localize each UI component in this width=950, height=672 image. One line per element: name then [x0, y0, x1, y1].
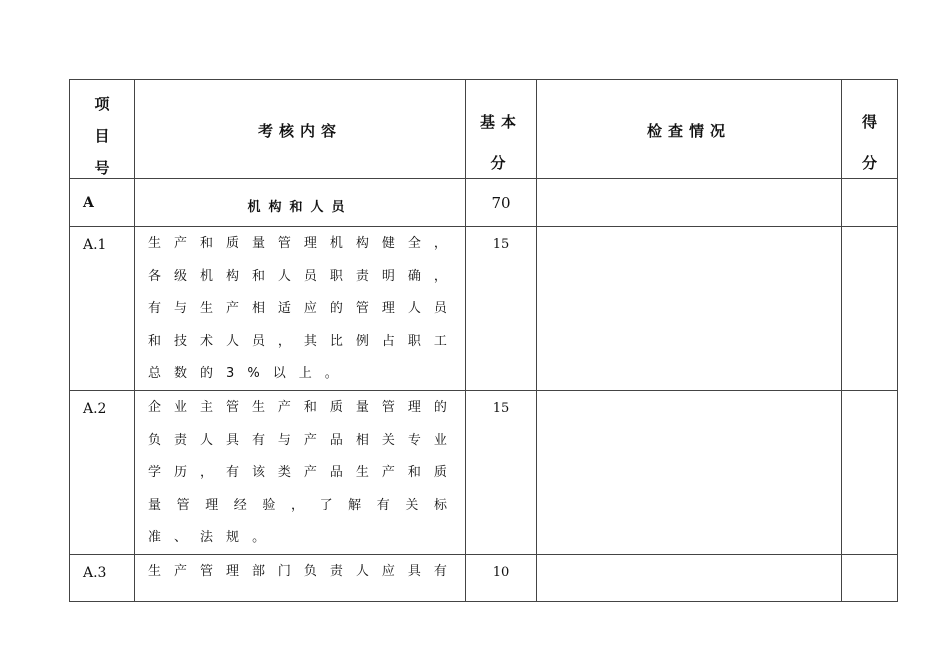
score-cell[interactable] [842, 179, 897, 226]
header-score [842, 80, 897, 178]
table-header-row [70, 80, 897, 179]
header-item-no-char: 项 [94, 95, 110, 113]
row-code: A.1 [83, 237, 107, 253]
inspection-cell[interactable] [537, 555, 842, 601]
content-line: 生 产 和 质 量 管 理 机 构 健 全 ， [148, 236, 447, 251]
header-base-score [466, 80, 537, 178]
content-line: 有 与 生 产 相 适 应 的 管 理 人 员 [148, 301, 447, 317]
table-row [70, 227, 897, 391]
header-content [135, 80, 466, 178]
content-line: 企 业 主 管 生 产 和 质 量 管 理 的 [148, 400, 447, 415]
section-title: 机构和人员 [247, 200, 353, 215]
header-content-label: 考核内容 [257, 122, 342, 140]
score-cell[interactable] [842, 555, 897, 601]
row-content [148, 399, 447, 562]
content-line: 总 数 的 3 % 以 上 。 [148, 366, 338, 382]
content-line: 生 产 管 理 部 门 负 责 人 应 具 有 [148, 564, 447, 579]
header-item-no-char: 目 [94, 127, 110, 145]
header-base-score-line: 分 [490, 154, 512, 172]
header-base-score-line: 基本 [479, 113, 522, 131]
header-inspection [537, 80, 842, 178]
header-score-line: 得 [861, 113, 877, 131]
row-score: 10 [492, 565, 510, 580]
row-code: A.3 [83, 565, 107, 581]
inspection-cell[interactable] [537, 391, 842, 554]
section-score: 70 [491, 194, 511, 212]
header-score-line: 分 [861, 154, 877, 172]
inspection-cell[interactable] [537, 179, 842, 226]
section-row [70, 179, 897, 227]
content-line: 负 责 人 具 有 与 产 品 相 关 专 业 [148, 432, 447, 448]
score-cell[interactable] [842, 227, 897, 390]
score-cell[interactable] [842, 391, 897, 554]
content-line: 学 历 ， 有 该 类 产 品 生 产 和 质 [148, 465, 447, 481]
content-line: 各 级 机 构 和 人 员 职 责 明 确 ， [148, 268, 447, 284]
row-code: A.2 [83, 401, 107, 417]
table-row [70, 391, 897, 555]
row-content [148, 563, 447, 596]
section-code: A [83, 195, 94, 211]
content-line: 准 、 法 规 。 [148, 530, 266, 546]
header-inspection-label: 检查情况 [646, 122, 731, 140]
header-item-no-char: 号 [94, 159, 110, 177]
content-line: 量 管 理 经 验 ， 了 解 有 关 标 [148, 497, 447, 513]
content-line: 和 技 术 人 员 ， 其 比 例 占 职 工 [148, 333, 447, 349]
assessment-table [69, 79, 898, 602]
row-score: 15 [492, 237, 510, 252]
inspection-cell[interactable] [537, 227, 842, 390]
row-content [148, 235, 447, 398]
header-item-no [70, 80, 135, 178]
row-score: 15 [492, 401, 510, 416]
table-row [70, 555, 897, 601]
